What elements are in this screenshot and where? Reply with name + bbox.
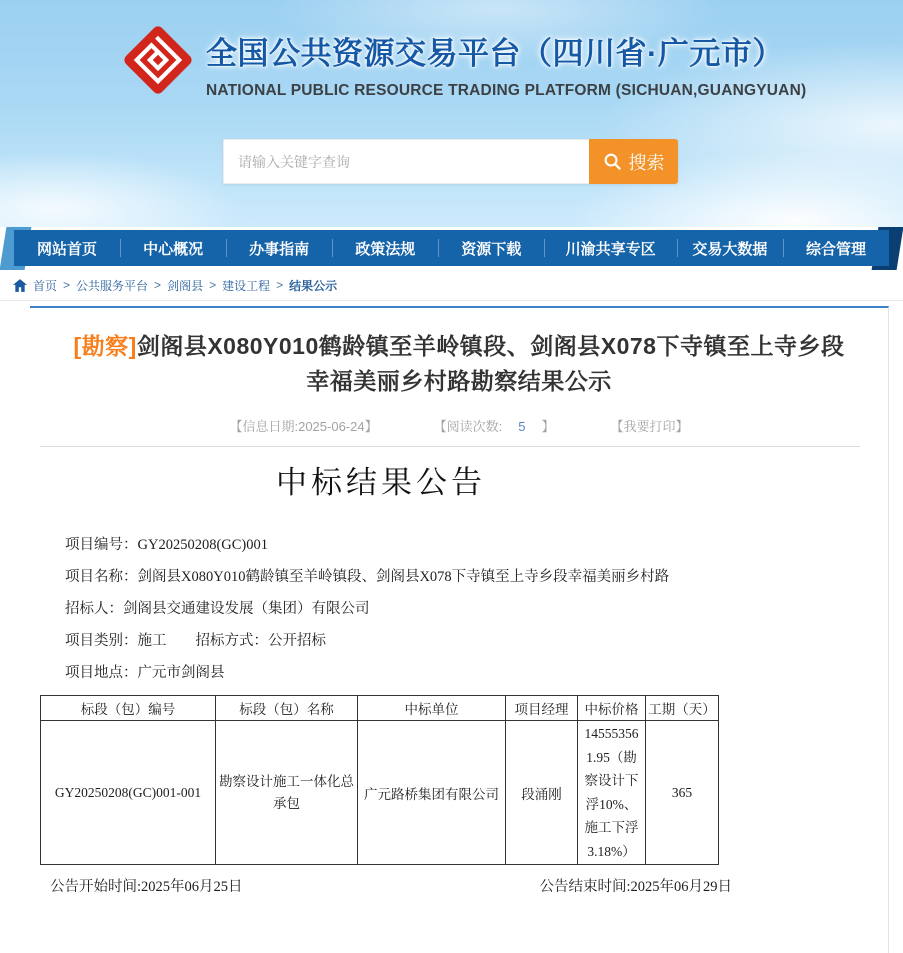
col-header-section-name: 标段（包）名称 (216, 696, 358, 721)
table-header-row (41, 696, 719, 721)
read-count-prefix: 【阅读次数: (433, 419, 503, 434)
breadcrumb-separator: > (276, 278, 284, 292)
category-tag: [勘察] (73, 333, 137, 359)
field-project-name: 项目名称：剑阁县X080Y010鹤龄镇至羊岭镇段、剑阁县X078下寺镇至上寺乡段幸福美丽乡村路 (65, 569, 670, 585)
cell-winner: 广元路桥集团有限公司 (358, 721, 506, 865)
breadcrumb-item-home[interactable]: 首页 (33, 278, 58, 293)
col-header-duration: 工期（天） (646, 696, 719, 721)
cell-manager: 段涌刚 (506, 721, 578, 865)
notice-start-date: 公告开始时间:2025年06月25日 (50, 879, 243, 895)
meta-divider (40, 446, 860, 447)
nav-item-overview[interactable]: 中心概况 (120, 230, 226, 266)
nav-item-home[interactable]: 网站首页 (37, 240, 98, 258)
site-header (0, 0, 903, 227)
print-link[interactable]: 【我要打印】 (610, 419, 689, 434)
platform-logo-icon (117, 16, 199, 104)
announcement-body (40, 460, 732, 896)
project-fields (40, 529, 722, 689)
breadcrumb-separator: > (154, 278, 162, 292)
nav-item-management[interactable]: 综合管理 (783, 230, 889, 266)
site-subtitle: NATIONAL PUBLIC RESOURCE TRADING PLATFORM (SICHUAN,GUANGYUAN) (206, 82, 807, 99)
search-input[interactable] (223, 139, 589, 184)
search-icon (603, 152, 622, 171)
content-panel (30, 306, 889, 953)
breadcrumb-separator: > (63, 278, 71, 292)
read-count-block (434, 416, 555, 435)
table-row (41, 721, 719, 865)
cell-duration: 365 (646, 721, 719, 865)
field-project-number: 项目编号：GY20250208(GC)001 (65, 537, 268, 553)
search-bar (223, 139, 678, 184)
announcement-meta (30, 416, 888, 435)
nav-item-guide[interactable]: 办事指南 (226, 230, 332, 266)
breadcrumb-item-county[interactable]: 剑阁县 (167, 278, 204, 293)
site-title: 全国公共资源交易平台（四川省·广元市） (206, 36, 784, 71)
breadcrumb-item-results[interactable]: 结果公示 (289, 278, 338, 293)
nav-item-bigdata[interactable]: 交易大数据 (677, 230, 783, 266)
home-icon (13, 279, 27, 292)
info-date: 【信息日期:2025-06-24】 (229, 419, 378, 434)
announcement-title-text: 剑阁县X080Y010鹤龄镇至羊岭镇段、剑阁县X078下寺镇至上寺乡段幸福美丽乡村路勘察结果公示 (136, 333, 845, 394)
col-header-section-number: 标段（包）编号 (41, 696, 216, 721)
field-location: 项目地点：广元市剑阁县 (65, 665, 225, 681)
nav-item-download[interactable]: 资源下载 (438, 230, 544, 266)
cell-section-number: GY20250208(GC)001-001 (41, 721, 216, 865)
result-heading: 中标结果公告 (276, 465, 486, 500)
cell-price: 145553561.95（勘察设计下浮10%、施工下浮3.18%） (578, 721, 646, 865)
breadcrumb (0, 270, 903, 301)
breadcrumb-separator: > (209, 278, 217, 292)
read-count-suffix: 】 (541, 419, 555, 434)
field-category-method: 项目类别：施工 招标方式：公开招标 (65, 633, 326, 649)
cell-section-name: 勘察设计施工一体化总承包 (216, 721, 358, 865)
notice-end-date: 公告结束时间:2025年06月29日 (539, 879, 732, 895)
field-tenderer: 招标人：剑阁县交通建设发展（集团）有限公司 (65, 601, 370, 617)
nav-item-policy[interactable]: 政策法规 (332, 230, 438, 266)
read-count-value: 5 (518, 419, 526, 434)
search-button-label: 搜索 (628, 152, 665, 173)
col-header-price: 中标价格 (578, 696, 646, 721)
col-header-manager: 项目经理 (506, 696, 578, 721)
search-button[interactable] (589, 139, 678, 184)
main-navigation (0, 227, 903, 270)
announcement-title (68, 329, 850, 399)
breadcrumb-item-service[interactable]: 公共服务平台 (76, 278, 149, 293)
nav-item-chuanyu[interactable]: 川渝共享专区 (544, 230, 677, 266)
breadcrumb-item-construction[interactable]: 建设工程 (222, 278, 271, 293)
col-header-winner: 中标单位 (358, 696, 506, 721)
bid-result-table (40, 695, 719, 865)
